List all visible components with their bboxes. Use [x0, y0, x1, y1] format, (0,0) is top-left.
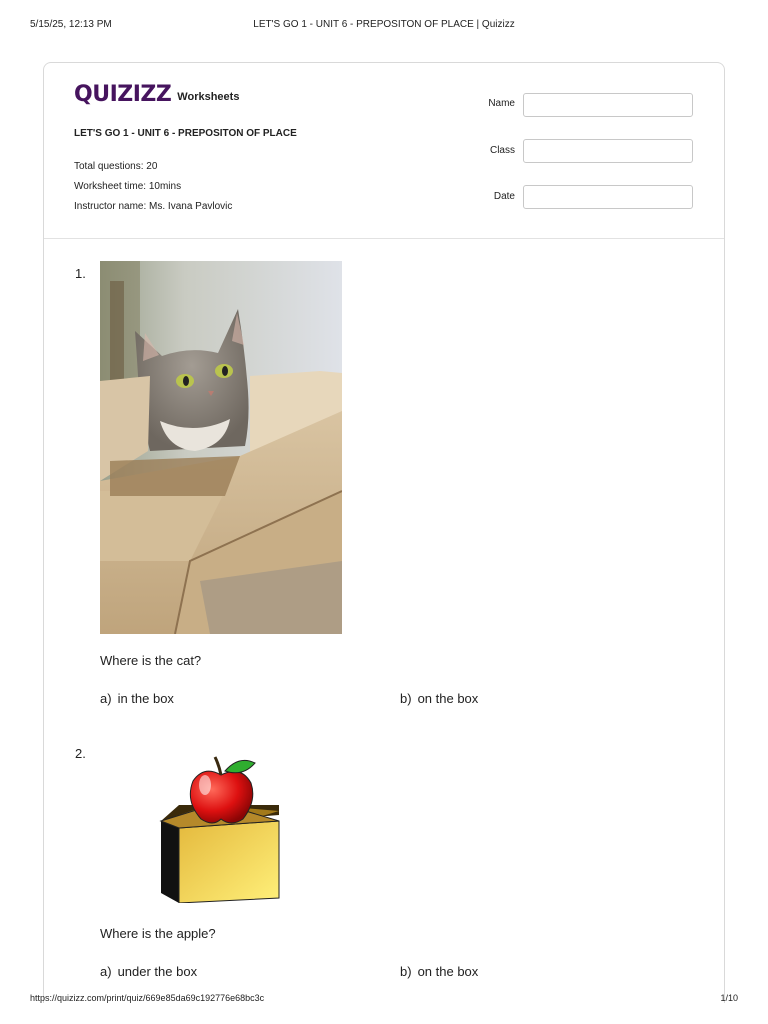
- worksheet-header: [44, 63, 724, 239]
- apple-on-box-clipart: [159, 753, 284, 903]
- class-field[interactable]: [523, 139, 693, 163]
- print-page-number: 1/10: [720, 993, 738, 1003]
- option-text: on the box: [417, 964, 479, 979]
- option-letter: a): [100, 964, 112, 979]
- logo-subtitle: Worksheets: [177, 91, 240, 103]
- question-number: 2.: [75, 746, 86, 761]
- name-field[interactable]: [523, 93, 693, 117]
- worksheet-title: LET'S GO 1 - UNIT 6 - PREPOSITON OF PLACE: [74, 128, 297, 139]
- class-label: Class: [489, 145, 515, 156]
- option-a: [100, 691, 174, 706]
- option-a: [100, 964, 197, 979]
- option-b: [400, 691, 478, 706]
- worksheet-time: Worksheet time: 10mins: [74, 181, 182, 192]
- brand: [74, 83, 239, 107]
- print-header: [0, 0, 768, 40]
- question-text: Where is the apple?: [100, 926, 216, 941]
- question-number: 1.: [75, 266, 86, 281]
- print-page-title: LET'S GO 1 - UNIT 6 - PREPOSITON OF PLACE | Quizizz: [253, 19, 515, 30]
- option-b: [400, 964, 478, 979]
- question-text: Where is the cat?: [100, 653, 202, 668]
- option-letter: b): [400, 691, 412, 706]
- option-text: on the box: [417, 691, 479, 706]
- date-label: Date: [493, 191, 515, 202]
- print-url: https://quizizz.com/print/quiz/669e85da69c192776e68bc3c: [30, 993, 265, 1003]
- name-label: Name: [488, 98, 515, 109]
- quizizz-logo: QUIZIZZ: [74, 82, 172, 107]
- date-field[interactable]: [523, 185, 693, 209]
- instructor-name: Instructor name: Ms. Ivana Pavlovic: [74, 201, 233, 212]
- option-letter: b): [400, 964, 412, 979]
- option-text: under the box: [117, 964, 198, 979]
- option-text: in the box: [117, 691, 174, 706]
- print-footer: [0, 992, 768, 1012]
- option-letter: a): [100, 691, 112, 706]
- cat-in-box-photo: [100, 261, 342, 634]
- total-questions: Total questions: 20: [74, 161, 158, 172]
- print-datetime: 5/15/25, 12:13 PM: [30, 19, 112, 30]
- worksheet-card: [43, 62, 725, 1003]
